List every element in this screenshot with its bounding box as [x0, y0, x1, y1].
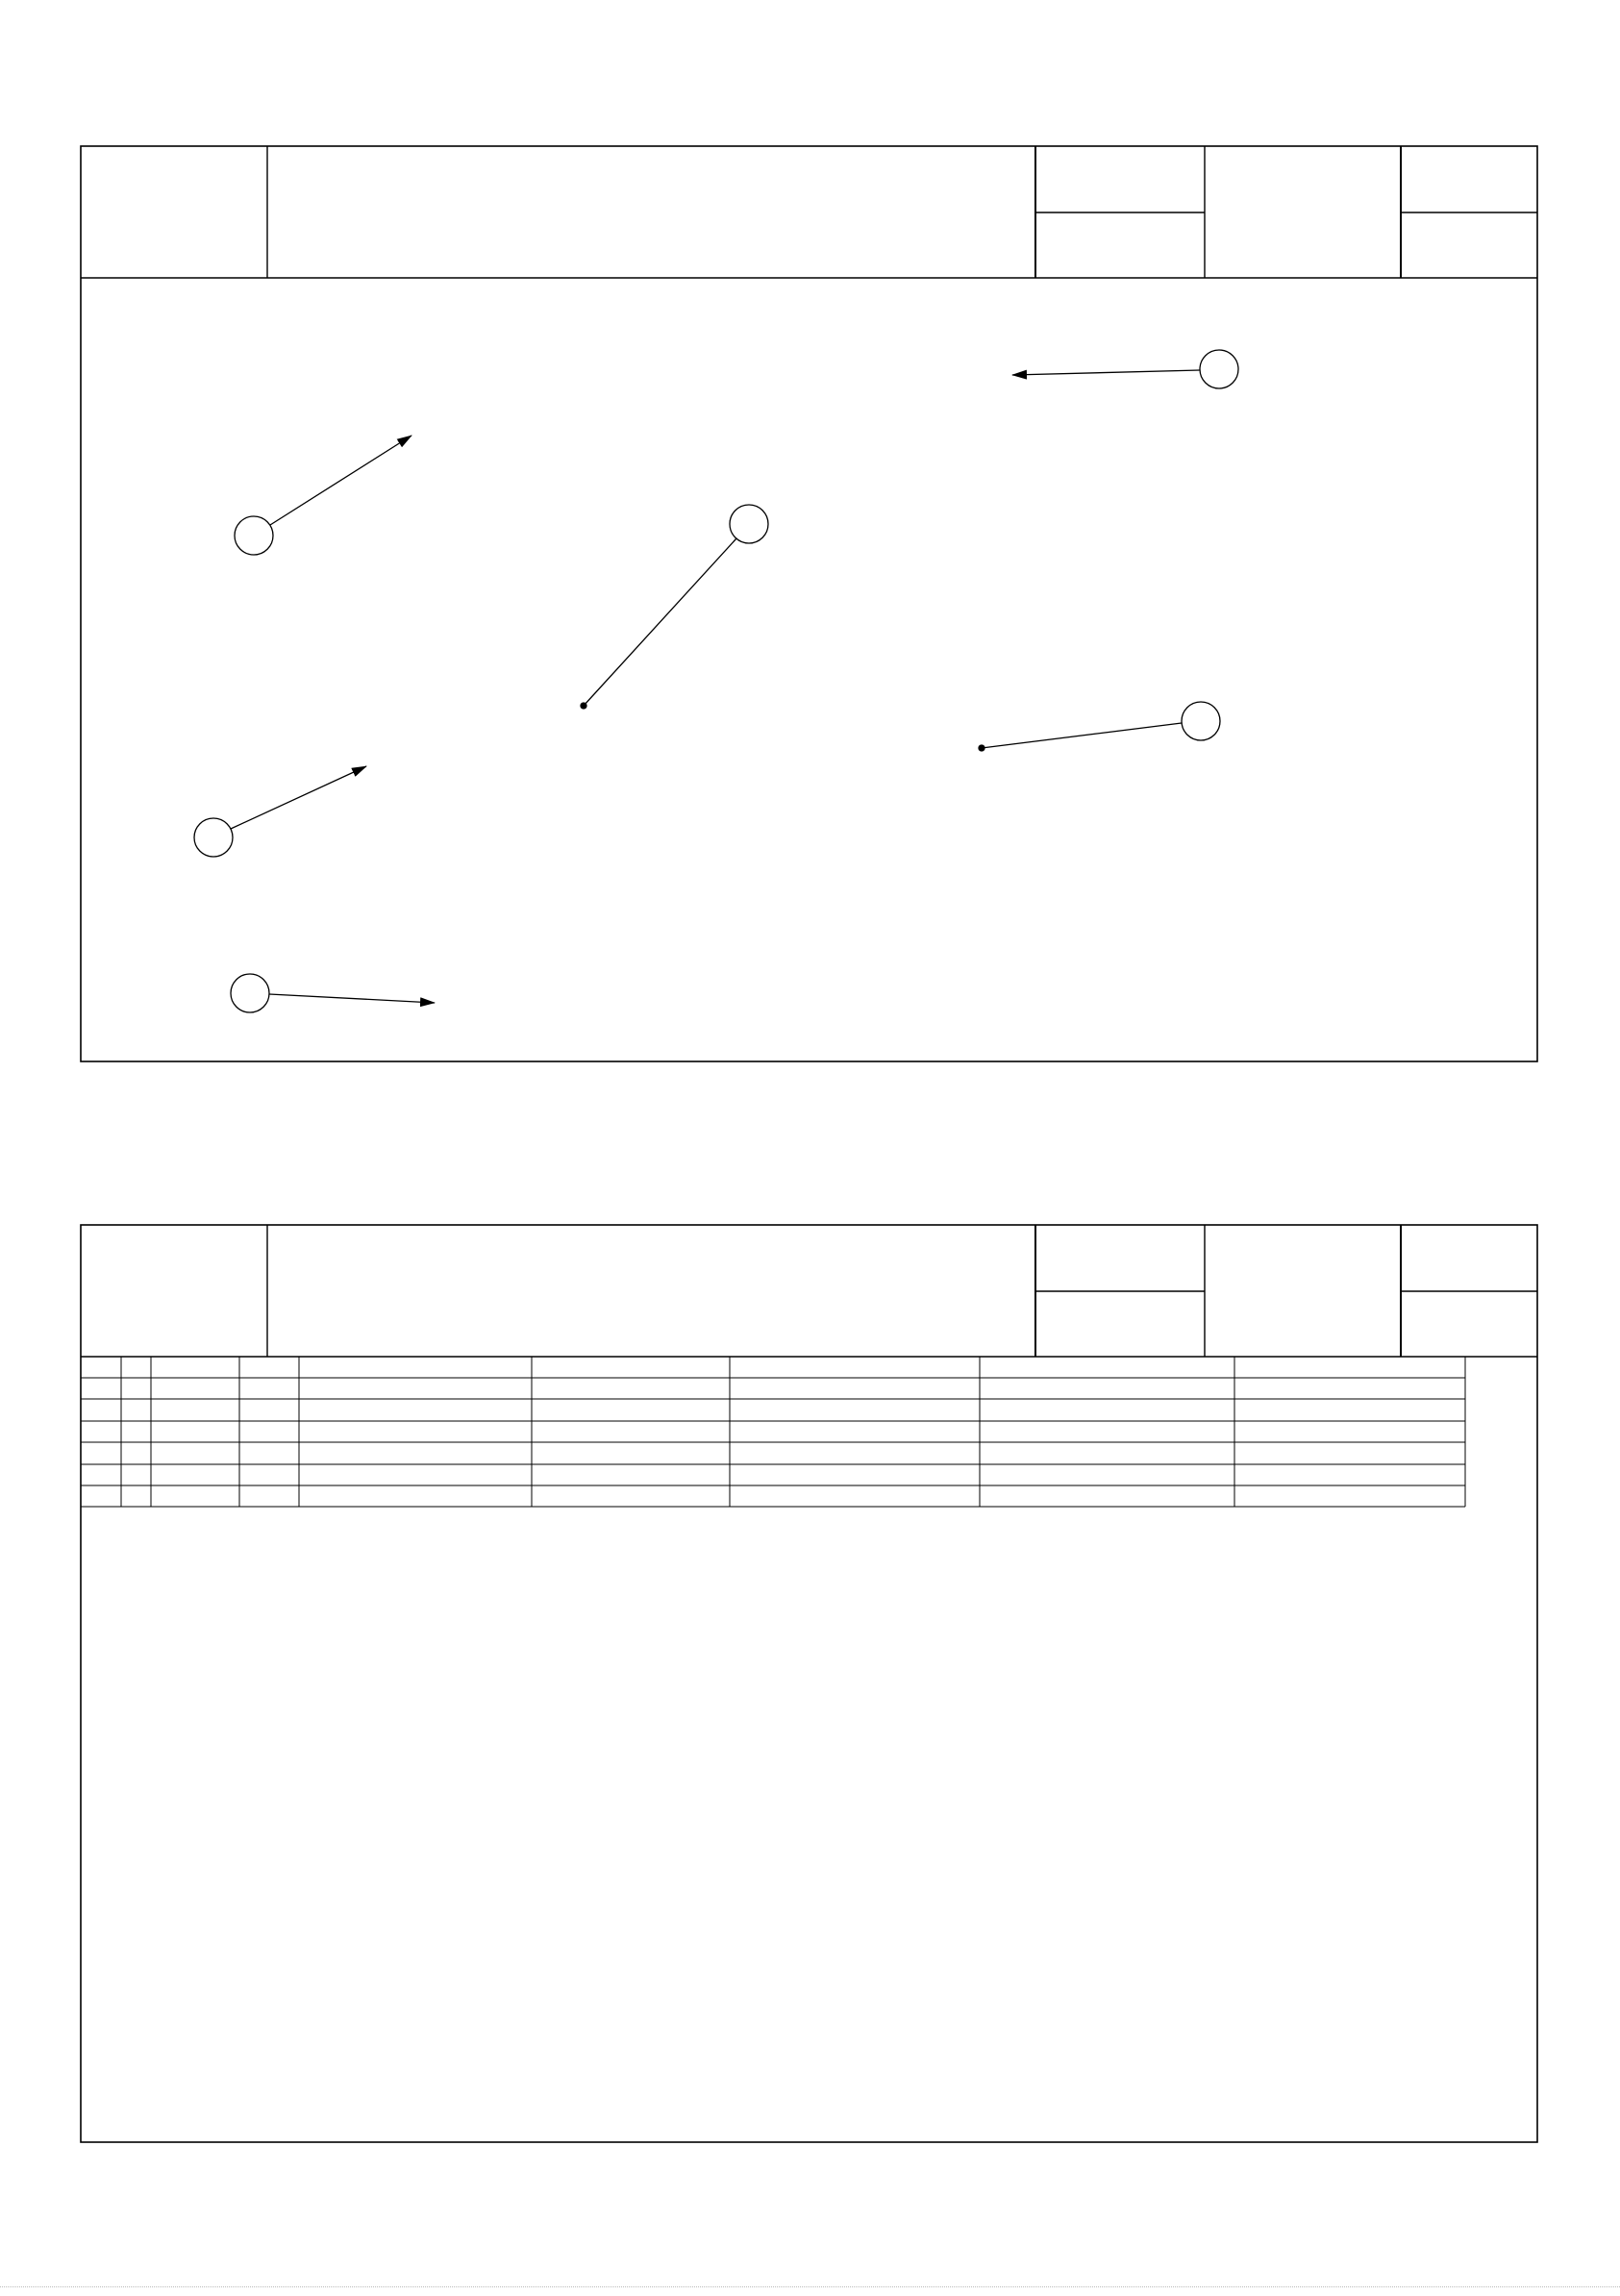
leader-dot	[581, 703, 586, 709]
leader-line	[1012, 370, 1200, 375]
leader-line	[269, 994, 435, 1003]
drawing-title-block	[81, 146, 1537, 278]
balloon-callout	[979, 702, 1220, 751]
balloon-circle	[730, 505, 768, 543]
balloon-circle	[1182, 702, 1220, 740]
balloon-callout	[1012, 350, 1238, 388]
balloon-callout	[231, 974, 435, 1012]
balloon-callout	[581, 505, 768, 709]
parts-sheet	[81, 1225, 1537, 2142]
parts-title-block	[81, 1225, 1537, 1357]
drawing-sheet	[81, 146, 1537, 1061]
balloon-circle	[194, 818, 233, 857]
drawing-sheet-border	[81, 146, 1537, 1061]
leader-dot	[979, 745, 984, 751]
balloon-callout	[194, 766, 366, 857]
leader-line	[584, 538, 736, 706]
balloon-callout	[235, 436, 411, 555]
parts-table-grid	[81, 1357, 1465, 1507]
balloon-circle	[231, 974, 269, 1012]
leader-line	[982, 723, 1182, 748]
balloon-circle	[235, 516, 273, 555]
page-bottom-edge	[0, 2286, 1620, 2288]
balloon-callouts	[194, 350, 1238, 1012]
leader-line	[270, 436, 411, 525]
balloon-circle	[1200, 350, 1238, 388]
leader-line	[231, 766, 366, 829]
